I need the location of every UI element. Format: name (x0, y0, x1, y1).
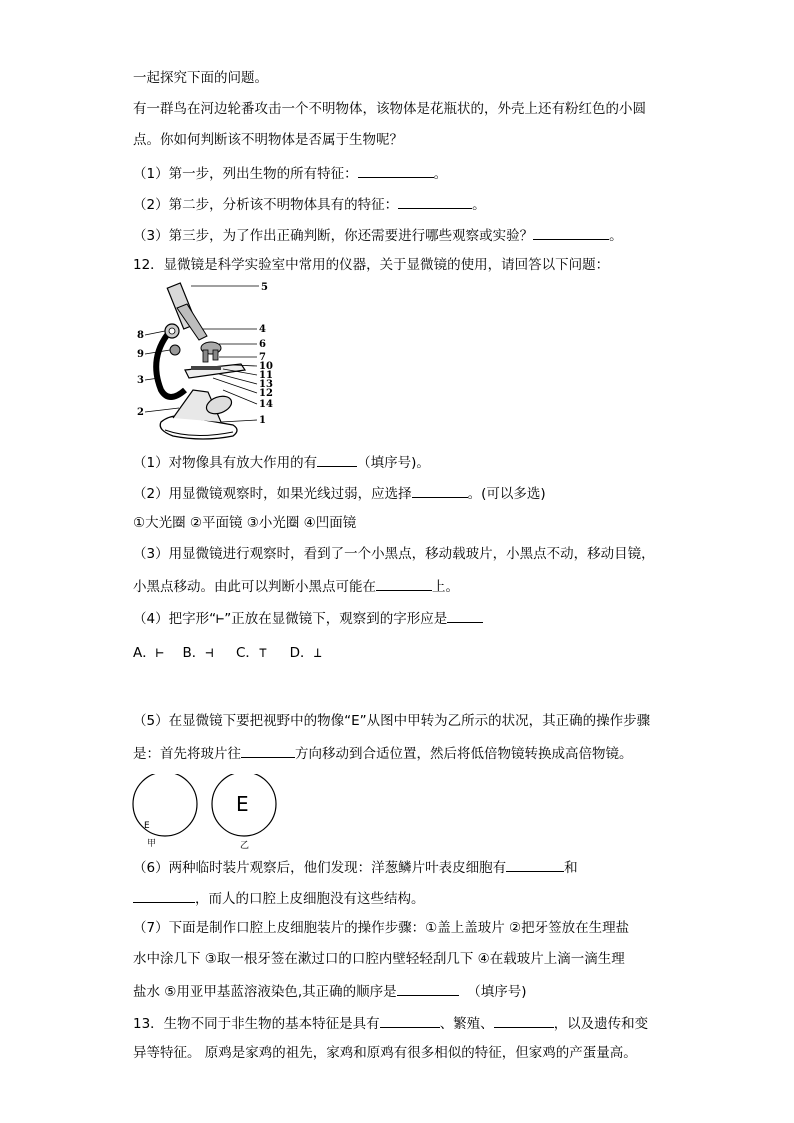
microscope-figure (133, 280, 283, 442)
q12-part-5-line-2: 是：首先将玻片往 方向移动到合适位置，然后将低倍物镜转换成高倍物镜。 (133, 743, 633, 763)
figure-label: 9 (137, 349, 144, 360)
answer-blank[interactable] (533, 225, 609, 240)
q12-part-3-line-2: 小黑点移动。由此可以判断小黑点可能在 上。 (133, 576, 459, 596)
option-b[interactable]: B．⊣ (182, 645, 214, 661)
q12-part-4-options (133, 644, 322, 662)
figure-label: 1 (259, 415, 266, 426)
figure-label: 12 (259, 388, 273, 399)
q12-part-2-options: ①大光圈 ②平面镜 ③小光圈 ④凹面镜 (133, 515, 357, 531)
option-a[interactable]: A．⊢ (133, 645, 164, 661)
answer-blank[interactable] (506, 857, 564, 872)
q12-stem: 12．显微镜是科学实验室中常用的仪器，关于显微镜的使用，请回答以下问题： (133, 257, 610, 273)
figure-label: 5 (261, 282, 268, 293)
q12-part-4: （4）把字形“⊢”正放在显微镜下，观察到的字形应是 (133, 608, 483, 628)
figure-label: 7 (259, 352, 266, 363)
figure-label: 3 (137, 375, 144, 386)
figure-label: 10 (259, 361, 273, 372)
q12-part-6-line-2: ，而人的口腔上皮细胞没有这些结构。 (133, 888, 425, 908)
q11-step-3: （3）第三步，为了作出正确判断，你还需要进行哪些观察或实验？ 。 (133, 225, 623, 245)
answer-blank[interactable] (412, 483, 468, 498)
q12-part-3-line-1: （3）用显微镜进行观察时，看到了一个小黑点，移动载玻片，小黑点不动，移动目镜， (133, 546, 655, 562)
figure-label: 4 (259, 324, 266, 335)
q11-step-2: （2）第二步，分析该不明物体具有的特征： 。 (133, 194, 486, 214)
answer-blank[interactable] (380, 1013, 440, 1028)
q12-part-2: （2）用显微镜观察时，如果光线过弱，应选择 。(可以多选) (133, 483, 546, 503)
q12-part-6-line-1: （6）两种临时装片观察后，他们发现：洋葱鳞片叶表皮细胞有 和 (133, 857, 578, 877)
q13-line-2: 异等特征。 原鸡是家鸡的祖先，家鸡和原鸡有很多相似的特征，但家鸡的产蛋量高。 (133, 1045, 637, 1061)
figure-label: 11 (259, 370, 273, 381)
figure-label: 6 (259, 339, 266, 350)
answer-blank[interactable] (317, 452, 357, 467)
field-of-view-figure (130, 774, 282, 850)
caption-b: 乙 (240, 841, 250, 850)
answer-blank[interactable] (398, 194, 472, 209)
answer-blank[interactable] (447, 608, 483, 623)
figure-label: 13 (259, 379, 273, 390)
q12-part-5-line-1: （5）在显微镜下要把视野中的物像“E”从图中甲转为乙所示的状况，其正确的操作步骤 (133, 713, 651, 729)
figure-label: 14 (259, 399, 273, 410)
answer-blank[interactable] (241, 743, 295, 758)
image-letter-b: E (236, 792, 249, 816)
q13-line-1: 13．生物不同于非生物的基本特征是具有 、繁殖、 ，以及遗传和变 (133, 1013, 648, 1033)
option-d[interactable]: D．⊥ (289, 645, 322, 661)
answer-blank[interactable] (494, 1013, 554, 1028)
answer-blank[interactable] (133, 888, 195, 903)
option-c[interactable]: C．⊤ (235, 645, 268, 661)
q11-step-1: （1）第一步，列出生物的所有特征： 。 (133, 163, 447, 183)
q12-part-1: （1）对物像具有放大作用的有 （填序号)。 (133, 452, 430, 472)
q12-part-7-line-2: 水中涂几下 ③取一根牙签在漱过口的口腔内壁轻轻刮几下 ④在载玻片上滴一滴生理 (133, 951, 625, 967)
answer-blank[interactable] (397, 981, 459, 996)
intro-line-3: 点。你如何判断该不明物体是否属于生物呢？ (133, 132, 403, 148)
answer-blank[interactable] (358, 163, 434, 178)
figure-label: 2 (137, 407, 144, 418)
q12-part-7-line-3: 盐水 ⑤用亚甲基蓝溶液染色,其正确的顺序是 （填序号) (133, 981, 527, 1001)
intro-line-1: 一起探究下面的问题。 (133, 70, 268, 86)
image-letter-a: E (144, 821, 150, 831)
figure-label: 8 (137, 330, 144, 341)
q12-part-7-line-1: （7）下面是制作口腔上皮细胞装片的操作步骤：①盖上盖玻片 ②把牙签放在生理盐 (133, 920, 630, 936)
caption-a: 甲 (147, 839, 157, 849)
answer-blank[interactable] (376, 576, 432, 591)
intro-line-2: 有一群鸟在河边轮番攻击一个不明物体，该物体是花瓶状的，外壳上还有粉红色的小圆 (133, 101, 646, 117)
glyph-symbol: ⊢ (216, 611, 225, 627)
